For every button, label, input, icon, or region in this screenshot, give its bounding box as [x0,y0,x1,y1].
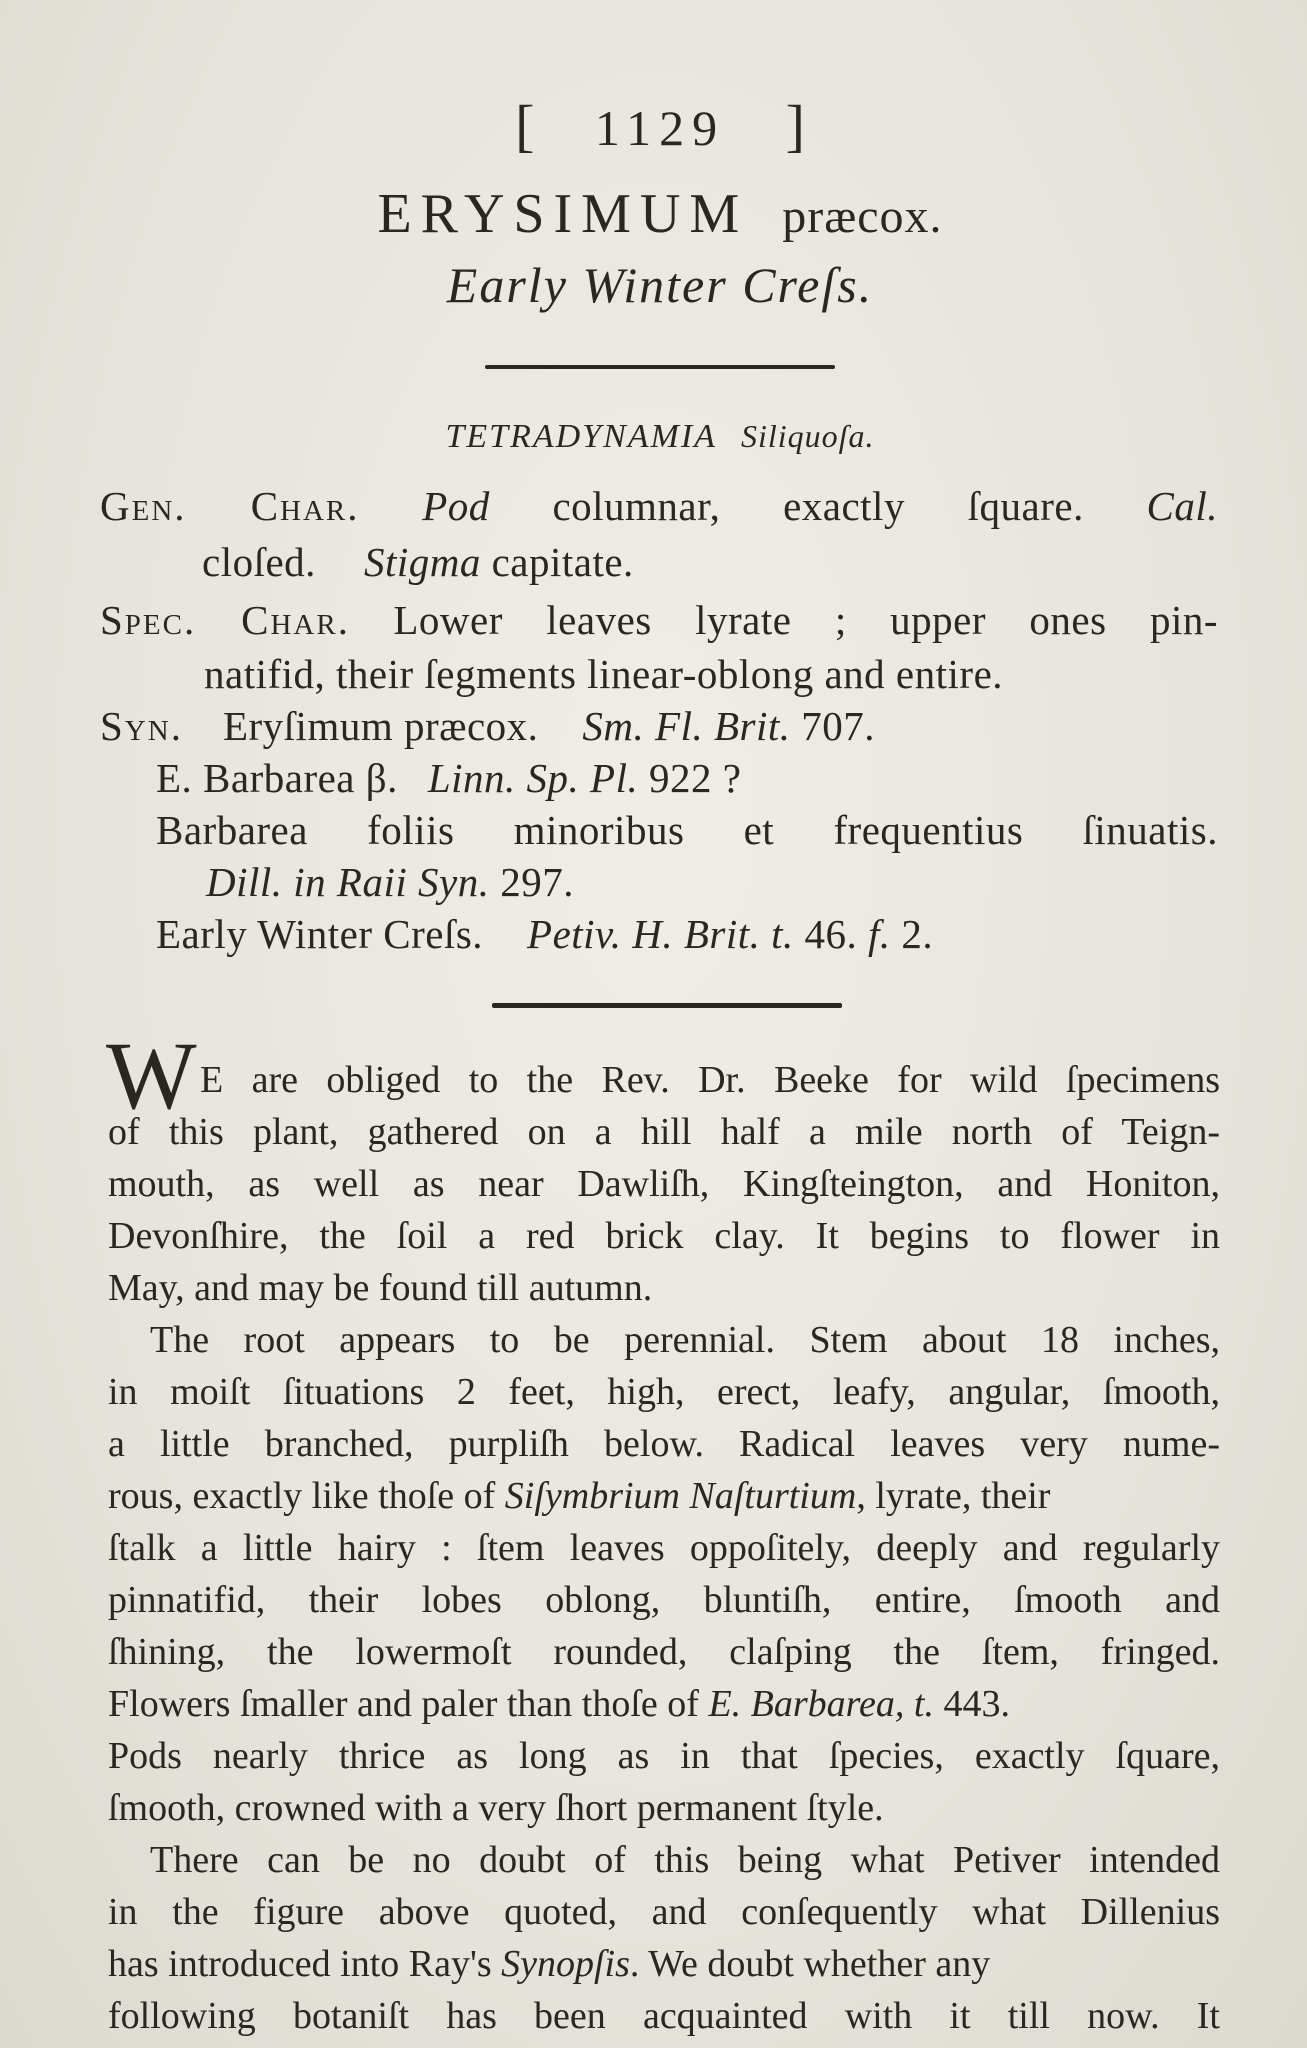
gen-char-label: Gen. Char. [100,483,360,529]
body-line: There can be no doubt of this being what Petiver intended [150,1839,1220,1881]
page-title [100,182,1220,246]
body-line: E are obliged to the Rev. Dr. Beeke for wild ſpecimens [200,1059,1220,1101]
divider-rule-middle [492,1003,842,1008]
classification-line [100,418,1220,456]
genus-name: ERYSIMUM [377,183,749,245]
spec-char-label: Spec. Char. [100,597,350,643]
bracket-open: [ [515,93,535,158]
spec-char-line-2: natifid, their ſegments linear-oblong and entire. [204,651,1004,697]
syn-line-2: E. Barbarea β. Linn. Sp. Pl. 922 ? [156,755,742,801]
syn-line-1: Syn. Eryſimum præcox. Sm. Fl. Brit. 707. [100,703,875,749]
spec-char-line-1: Spec. Char. Lower leaves lyrate ; upper ones pin- [100,597,1218,643]
body-line: pinnatifid, their lobes oblong, bluntiſh, entire, ſmooth and [108,1579,1220,1621]
body-line: Devonſhire, the ſoil a red brick clay. It begins to flower in [108,1215,1220,1257]
divider-rule-top [485,365,835,369]
body-line: Pods nearly thrice as long as in that ſpecies, exactly ſquare, [108,1735,1220,1777]
page-number-value: 1129 [594,100,726,156]
body-line: ſtalk a little hairy : ſtem leaves oppoſitely, deeply and regularly [108,1527,1220,1569]
body-line: ſhining, the lowermoſt rounded, claſping the ſtem, fringed. [108,1631,1220,1673]
body-line: mouth, as well as near Dawliſh, Kingſteington, and Honiton, [108,1163,1220,1205]
body-line: a little branched, purpliſh below. Radical leaves very nume- [108,1423,1220,1465]
body-line: May, and may be found till autumn. [108,1267,653,1309]
species-name: præcox. [782,190,943,243]
syn-label: Syn. [100,703,183,749]
body-line: Flowers ſmaller and paler than thoſe of E. Barbarea, t. 443. [108,1683,1010,1725]
body-line: has introduced into Ray's Synopſis. We doubt whether any [108,1943,991,1985]
syn-line-5: Early Winter Creſs. Petiv. H. Brit. t. 46. f. 2. [156,911,934,957]
gen-char-line-2: cloſed. Stigma capitate. [202,539,634,585]
syn-line-3: Barbarea foliis minoribus et frequentius ſinuatis. [156,807,1218,853]
book-page [100,0,1220,2048]
body-line: of this plant, gathered on a hill half a mile north of Teign- [108,1111,1220,1153]
gen-char-line-1: Gen. Char. Pod columnar, exactly ſquare. Cal. [100,483,1219,529]
body-line: in the figure above quoted, and conſequently what Dillenius [108,1891,1220,1933]
page-number [100,92,1220,159]
common-name: Early Winter Creſs. [446,257,874,313]
body-line: in moiſt ſituations 2 feet, high, erect, leafy, angular, ſmooth, [108,1371,1220,1413]
body-line: The root appears to be perennial. Stem about 18 inches, [150,1319,1220,1361]
drop-cap: W [106,1022,191,1129]
class-name: TETRADYNAMIA [445,418,717,455]
body-line: ſmooth, crowned with a very ſhort permanent ſtyle. [108,1787,884,1829]
body-line: following botaniſt has been acquainted with it till now. It [108,1995,1220,2037]
body-line: rous, exactly like thoſe of Siſymbrium Naſturtium, lyrate, their [108,1475,1051,1517]
syn-line-4: Dill. in Raii Syn. 297. [206,859,574,905]
bracket-close: ] [785,93,805,158]
order-name: Siliquoſa. [740,418,875,454]
